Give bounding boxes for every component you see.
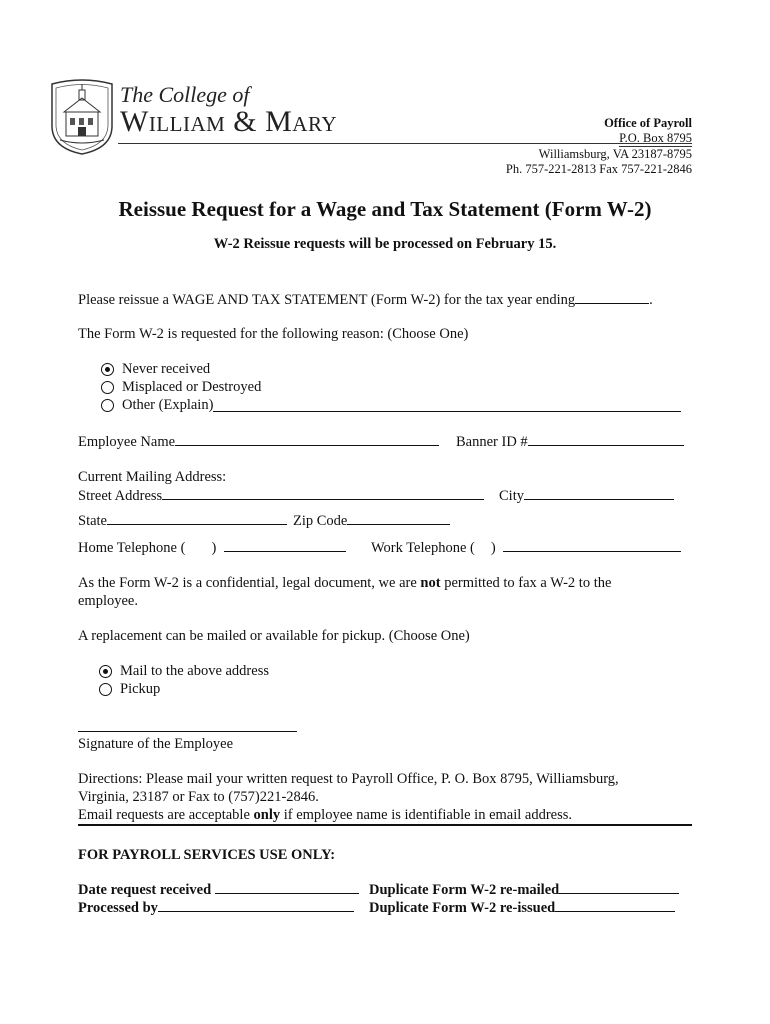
email-note-emphasis: only — [253, 807, 281, 823]
reason-option-misplaced[interactable] — [101, 378, 261, 396]
tax-year-period: . — [649, 292, 653, 308]
delivery-option-mail[interactable] — [99, 662, 269, 680]
street-line — [78, 486, 484, 505]
radio-never-received[interactable] — [101, 363, 114, 376]
city-field[interactable] — [524, 486, 674, 500]
work-phone-field[interactable] — [503, 538, 681, 552]
work-phone-label: Work Telephone ( — [371, 540, 475, 556]
signature-field[interactable] — [78, 731, 297, 732]
banner-id-field[interactable] — [528, 432, 684, 446]
tax-year-label: Please reissue a WAGE AND TAX STATEMENT (Form W-2) for the tax year ending — [78, 292, 576, 308]
remailed-label: Duplicate Form W-2 re-mailed — [369, 882, 560, 898]
date-received-label: Date request received — [78, 882, 212, 898]
delivery-label: Pickup — [120, 681, 161, 697]
city-line — [499, 486, 674, 505]
employee-name-field[interactable] — [175, 432, 439, 446]
street-label: Street Address — [78, 488, 163, 504]
email-note-text: Email requests are acceptable — [78, 807, 254, 823]
state-line — [78, 511, 287, 530]
radio-mail[interactable] — [99, 665, 112, 678]
reissued-field[interactable] — [555, 898, 675, 912]
other-explain-field[interactable] — [213, 398, 681, 412]
reason-option-other[interactable] — [101, 396, 681, 414]
state-label: State — [78, 513, 107, 529]
date-received-line — [78, 880, 359, 899]
delivery-label: Mail to the above address — [120, 663, 269, 679]
employee-name-label: Employee Name — [78, 434, 176, 450]
banner-id-line — [456, 432, 684, 451]
zip-field[interactable] — [347, 511, 450, 525]
home-phone-line — [78, 538, 346, 557]
college-name-line1: The College of — [120, 82, 250, 107]
confidential-line2: employee. — [78, 593, 138, 609]
remailed-field[interactable] — [559, 880, 679, 894]
processed-by-line — [78, 898, 354, 917]
reason-option-never-received[interactable] — [101, 360, 210, 378]
office-title: Office of Payroll — [604, 116, 692, 130]
directions-line1: Directions: Please mail your written request to Payroll Office, P. O. Box 8795, Williamsburg, — [78, 771, 619, 787]
mailing-heading: Current Mailing Address: — [78, 469, 227, 485]
form-title: Reissue Request for a Wage and Tax Statement (Form W-2) — [118, 197, 652, 221]
employee-name-line — [78, 432, 439, 451]
processing-note: W-2 Reissue requests will be processed on February 15. — [213, 236, 557, 252]
office-city: Williamsburg, VA 23187-8795 — [538, 147, 692, 161]
payroll-heading: FOR PAYROLL SERVICES USE ONLY: — [78, 847, 336, 863]
confidential-text: permitted to fax a W-2 to the — [440, 575, 612, 591]
home-phone-close: ) — [211, 540, 217, 556]
section-divider — [78, 824, 692, 826]
college-name-line2: William & Mary — [120, 105, 337, 138]
office-address — [506, 116, 692, 177]
date-received-field[interactable] — [215, 880, 359, 894]
work-phone-line — [371, 538, 681, 557]
street-field[interactable] — [162, 486, 484, 500]
confidential-line1 — [78, 574, 611, 592]
email-note — [78, 806, 572, 824]
remailed-line — [369, 880, 679, 899]
tax-year-field[interactable] — [575, 290, 649, 304]
radio-misplaced[interactable] — [101, 381, 114, 394]
reason-label: Misplaced or Destroyed — [122, 379, 262, 395]
reissued-line — [369, 898, 675, 917]
banner-id-label: Banner ID # — [456, 434, 528, 450]
office-po-box: P.O. Box 8795 — [619, 131, 692, 145]
radio-pickup[interactable] — [99, 683, 112, 696]
directions-line2: Virginia, 23187 or Fax to (757)221-2846. — [78, 789, 319, 805]
home-phone-label: Home Telephone ( — [78, 540, 186, 556]
reason-label: Other (Explain) — [122, 397, 214, 413]
state-field[interactable] — [107, 511, 287, 525]
city-label: City — [499, 488, 524, 504]
reissued-label: Duplicate Form W-2 re-issued — [369, 900, 556, 916]
tax-year-line — [78, 290, 653, 309]
email-note-text: if employee name is identifiable in email address. — [280, 807, 573, 823]
radio-other[interactable] — [101, 399, 114, 412]
processed-by-label: Processed by — [78, 900, 158, 916]
reason-label: Never received — [122, 361, 211, 377]
home-phone-field[interactable] — [224, 538, 346, 552]
office-phone: Ph. 757-221-2813 Fax 757-221-2846 — [505, 162, 692, 176]
radio-selected-dot — [103, 669, 108, 674]
signature-label: Signature of the Employee — [78, 736, 234, 752]
confidential-emphasis: not — [420, 575, 441, 591]
delivery-option-pickup[interactable] — [99, 680, 160, 698]
college-seal-icon — [48, 78, 116, 156]
zip-line — [293, 511, 450, 530]
confidential-text: As the Form W-2 is a confidential, legal document, we are — [78, 575, 421, 591]
zip-label: Zip Code — [293, 513, 348, 529]
radio-selected-dot — [105, 367, 110, 372]
delivery-prompt: A replacement can be mailed or available for pickup. (Choose One) — [78, 628, 470, 644]
reason-prompt: The Form W-2 is requested for the following reason: (Choose One) — [78, 326, 469, 342]
processed-by-field[interactable] — [158, 898, 354, 912]
work-phone-close: ) — [490, 540, 496, 556]
